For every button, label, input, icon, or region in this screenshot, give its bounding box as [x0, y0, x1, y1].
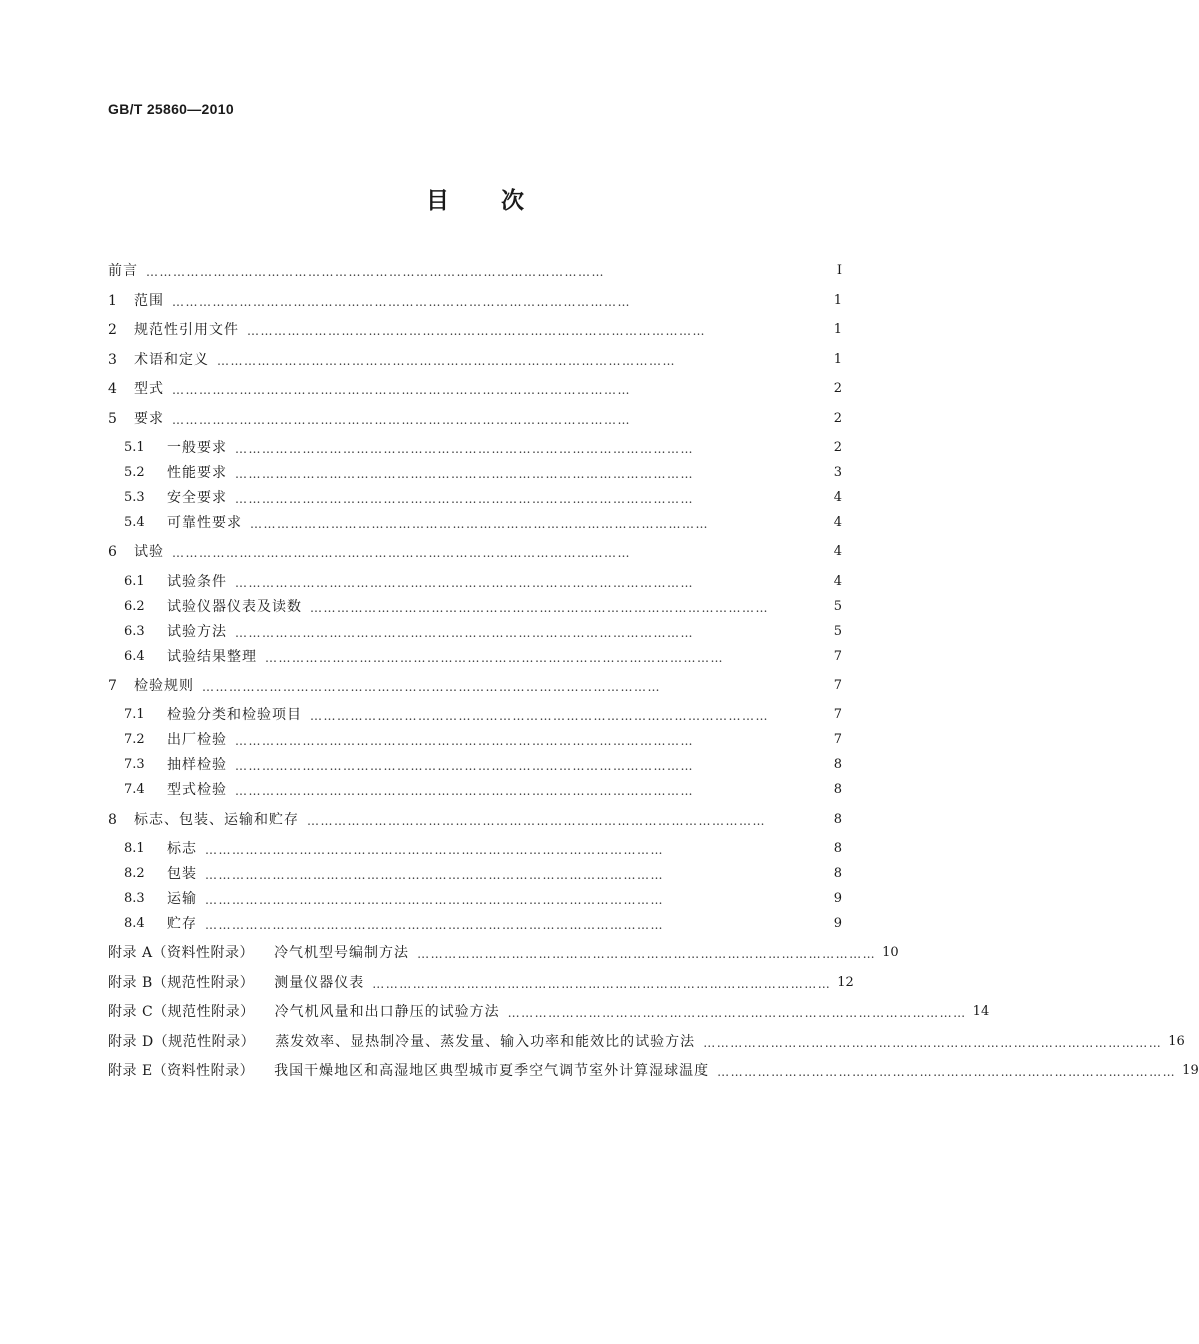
toc-entry[interactable] [108, 540, 842, 562]
toc-leader: ………………………………………………………………………………………… [172, 413, 631, 427]
toc-page: 5 [833, 599, 842, 614]
toc-label: 冷气机型号编制方法 [274, 945, 410, 961]
toc-appendix-number: 附录 D（规范性附录） [108, 1034, 256, 1050]
toc-leader: ………………………………………………………………………………………… [703, 1036, 1163, 1050]
toc-number: 7.2 [124, 732, 145, 747]
toc-label: 出厂检验 [167, 732, 227, 748]
toc-number: 8.1 [124, 841, 145, 856]
toc-number: 6.2 [124, 599, 145, 614]
standard-code: GB/T 25860—2010 [108, 101, 234, 117]
title-char-1: 目 [426, 188, 449, 214]
toc-leader: ………………………………………………………………………………………… [307, 814, 766, 828]
toc-number: 5.1 [124, 440, 145, 455]
toc-page: 2 [833, 411, 842, 426]
toc-label: 试验结果整理 [167, 649, 257, 665]
toc-page: 2 [833, 440, 842, 455]
toc-entry[interactable] [108, 595, 842, 617]
toc-entry[interactable] [108, 862, 842, 884]
toc-appendix-number: 附录 A（资料性附录） [108, 945, 255, 961]
toc-leader: ………………………………………………………………………………………… [205, 918, 664, 932]
toc-label: 要求 [134, 411, 164, 427]
toc-number: 6 [108, 544, 117, 560]
toc-leader: ………………………………………………………………………………………… [205, 843, 664, 857]
toc-label: 性能要求 [167, 465, 227, 481]
toc-label: 冷气机风量和出口静压的试验方法 [274, 1004, 500, 1020]
toc-leader: ………………………………………………………………………………………… [417, 947, 877, 961]
toc-leader: ………………………………………………………………………………………… [247, 324, 706, 338]
toc-entry[interactable] [108, 753, 842, 775]
toc-page: 8 [833, 841, 842, 856]
toc-page: 1 [833, 352, 842, 367]
toc-leader: ………………………………………………………………………………………… [310, 601, 769, 615]
toc-leader: ………………………………………………………………………………………… [250, 517, 709, 531]
toc-label: 我国干燥地区和高湿地区典型城市夏季空气调节室外计算湿球温度 [274, 1063, 710, 1079]
toc-label: 试验方法 [167, 624, 227, 640]
toc-page: 16 [1168, 1034, 1185, 1049]
toc-number: 3 [108, 352, 117, 368]
toc-leader: ………………………………………………………………………………………… [310, 709, 769, 723]
toc-number: 7.3 [124, 757, 145, 772]
toc-entry[interactable] [108, 511, 842, 533]
toc-leader: ………………………………………………………………………………………… [235, 626, 694, 640]
toc-leader: ………………………………………………………………………………………… [202, 680, 661, 694]
toc-leader: ………………………………………………………………………………………… [172, 546, 631, 560]
toc-number: 2 [108, 322, 117, 338]
toc-label: 检验规则 [134, 678, 194, 694]
toc-number: 6.1 [124, 574, 145, 589]
toc-entry[interactable] [108, 461, 842, 483]
toc-leader: ………………………………………………………………………………………… [217, 354, 676, 368]
toc-page: 8 [833, 812, 842, 827]
toc-leader: ………………………………………………………………………………………… [172, 295, 631, 309]
toc-leader: ………………………………………………………………………………………… [146, 265, 605, 279]
title-char-2: 次 [501, 188, 524, 214]
toc-appendix-number: 附录 C（规范性附录） [108, 1004, 255, 1020]
toc-label: 可靠性要求 [167, 515, 242, 531]
toc-entry[interactable] [108, 348, 842, 370]
toc-entry[interactable] [108, 837, 842, 859]
toc-leader: ………………………………………………………………………………………… [235, 576, 694, 590]
toc-label: 型式检验 [167, 782, 227, 798]
toc-page: 4 [833, 544, 842, 559]
toc-label: 运输 [167, 891, 197, 907]
toc-label: 检验分类和检验项目 [167, 707, 302, 723]
toc-leader: ………………………………………………………………………………………… [235, 734, 694, 748]
toc-label: 规范性引用文件 [134, 322, 239, 338]
toc-label: 包装 [167, 866, 197, 882]
toc-number: 7 [108, 678, 117, 694]
toc-label: 抽样检验 [167, 757, 227, 773]
toc-page: 1 [833, 293, 842, 308]
toc-label: 试验条件 [167, 574, 227, 590]
toc-entry[interactable] [108, 436, 842, 458]
toc-label: 安全要求 [167, 490, 227, 506]
toc-number: 5 [108, 411, 117, 427]
toc-entry[interactable] [108, 645, 842, 667]
toc-entry[interactable] [108, 620, 842, 642]
toc-leader: ………………………………………………………………………………………… [205, 868, 664, 882]
toc-page: 3 [833, 465, 842, 480]
toc-label: 贮存 [167, 916, 197, 932]
toc-entry[interactable] [108, 1000, 990, 1022]
toc-entry[interactable] [108, 486, 842, 508]
toc-page: 19 [1182, 1063, 1199, 1078]
toc-number: 8.4 [124, 916, 145, 931]
toc-number: 8 [108, 812, 117, 828]
toc-page: 2 [833, 381, 842, 396]
toc-page: 7 [833, 707, 842, 722]
toc-label: 标志、包装、运输和贮存 [134, 812, 299, 828]
toc-entry[interactable] [108, 318, 842, 340]
toc-page: 4 [833, 574, 842, 589]
toc-leader: ………………………………………………………………………………………… [205, 893, 664, 907]
toc-label: 试验仪器仪表及读数 [167, 599, 302, 615]
toc-leader: ………………………………………………………………………………………… [235, 784, 694, 798]
toc-number: 5.4 [124, 515, 145, 530]
toc-page: 8 [833, 866, 842, 881]
toc-leader: ………………………………………………………………………………………… [235, 467, 694, 481]
page-title [0, 182, 950, 215]
toc-page: 4 [833, 490, 842, 505]
toc-entry[interactable] [108, 289, 842, 311]
toc-page: 10 [882, 945, 899, 960]
toc-entry[interactable] [108, 808, 842, 830]
toc-entry[interactable] [108, 703, 842, 725]
toc-label: 型式 [134, 381, 164, 397]
toc-entry[interactable] [108, 971, 854, 993]
toc-leader: ………………………………………………………………………………………… [507, 1006, 967, 1020]
toc-leader: ………………………………………………………………………………………… [717, 1065, 1177, 1079]
toc-label: 标志 [167, 841, 197, 857]
toc-number: 6.4 [124, 649, 145, 664]
toc-label: 前言 [108, 263, 138, 279]
toc-number: 8.3 [124, 891, 145, 906]
toc-number: 5.3 [124, 490, 145, 505]
toc-label: 术语和定义 [134, 352, 209, 368]
toc-number: 5.2 [124, 465, 145, 480]
toc-page: 9 [833, 891, 842, 906]
toc-label: 范围 [134, 293, 164, 309]
toc-page: 4 [833, 515, 842, 530]
toc-leader: ………………………………………………………………………………………… [235, 759, 694, 773]
toc-page: 14 [972, 1004, 990, 1019]
toc-leader: ………………………………………………………………………………………… [265, 651, 724, 665]
toc-number: 4 [108, 381, 117, 397]
toc-entry[interactable] [108, 570, 842, 592]
toc-leader: ………………………………………………………………………………………… [372, 977, 832, 991]
toc-entry[interactable] [108, 377, 842, 399]
toc-label: 一般要求 [167, 440, 227, 456]
toc-page: 1 [833, 322, 842, 337]
toc-page: 8 [833, 782, 842, 797]
toc-leader: ………………………………………………………………………………………… [172, 383, 631, 397]
toc-page: 8 [833, 757, 842, 772]
toc-page: 7 [833, 732, 842, 747]
toc-entry[interactable] [108, 912, 842, 934]
toc-page: 12 [837, 975, 854, 990]
toc-leader: ………………………………………………………………………………………… [235, 492, 694, 506]
toc-entry[interactable] [108, 887, 842, 909]
toc-entry[interactable] [108, 1030, 1185, 1052]
toc-page: 9 [833, 916, 842, 931]
toc-number: 7.1 [124, 707, 145, 722]
toc-entry[interactable] [108, 941, 899, 963]
toc-entry[interactable] [108, 259, 842, 281]
toc-entry[interactable] [108, 1059, 1199, 1081]
toc-number: 7.4 [124, 782, 145, 797]
toc-appendix-number: 附录 B（规范性附录） [108, 975, 255, 991]
toc-page: 7 [833, 678, 842, 693]
toc-page: 7 [833, 649, 842, 664]
toc-page: 5 [833, 624, 842, 639]
toc-label: 蒸发效率、显热制冷量、蒸发量、输入功率和能效比的试验方法 [275, 1034, 696, 1050]
toc-number: 6.3 [124, 624, 145, 639]
toc-page: Ⅰ [836, 263, 842, 278]
toc-number: 1 [108, 293, 117, 309]
toc-entry[interactable] [108, 778, 842, 800]
toc-number: 8.2 [124, 866, 145, 881]
toc-leader: ………………………………………………………………………………………… [235, 442, 694, 456]
toc-appendix-number: 附录 E（资料性附录） [108, 1063, 255, 1079]
toc-label: 测量仪器仪表 [274, 975, 365, 991]
toc-entry[interactable] [108, 674, 842, 696]
toc-label: 试验 [134, 544, 164, 560]
toc-entry[interactable] [108, 407, 842, 429]
toc-entry[interactable] [108, 728, 842, 750]
